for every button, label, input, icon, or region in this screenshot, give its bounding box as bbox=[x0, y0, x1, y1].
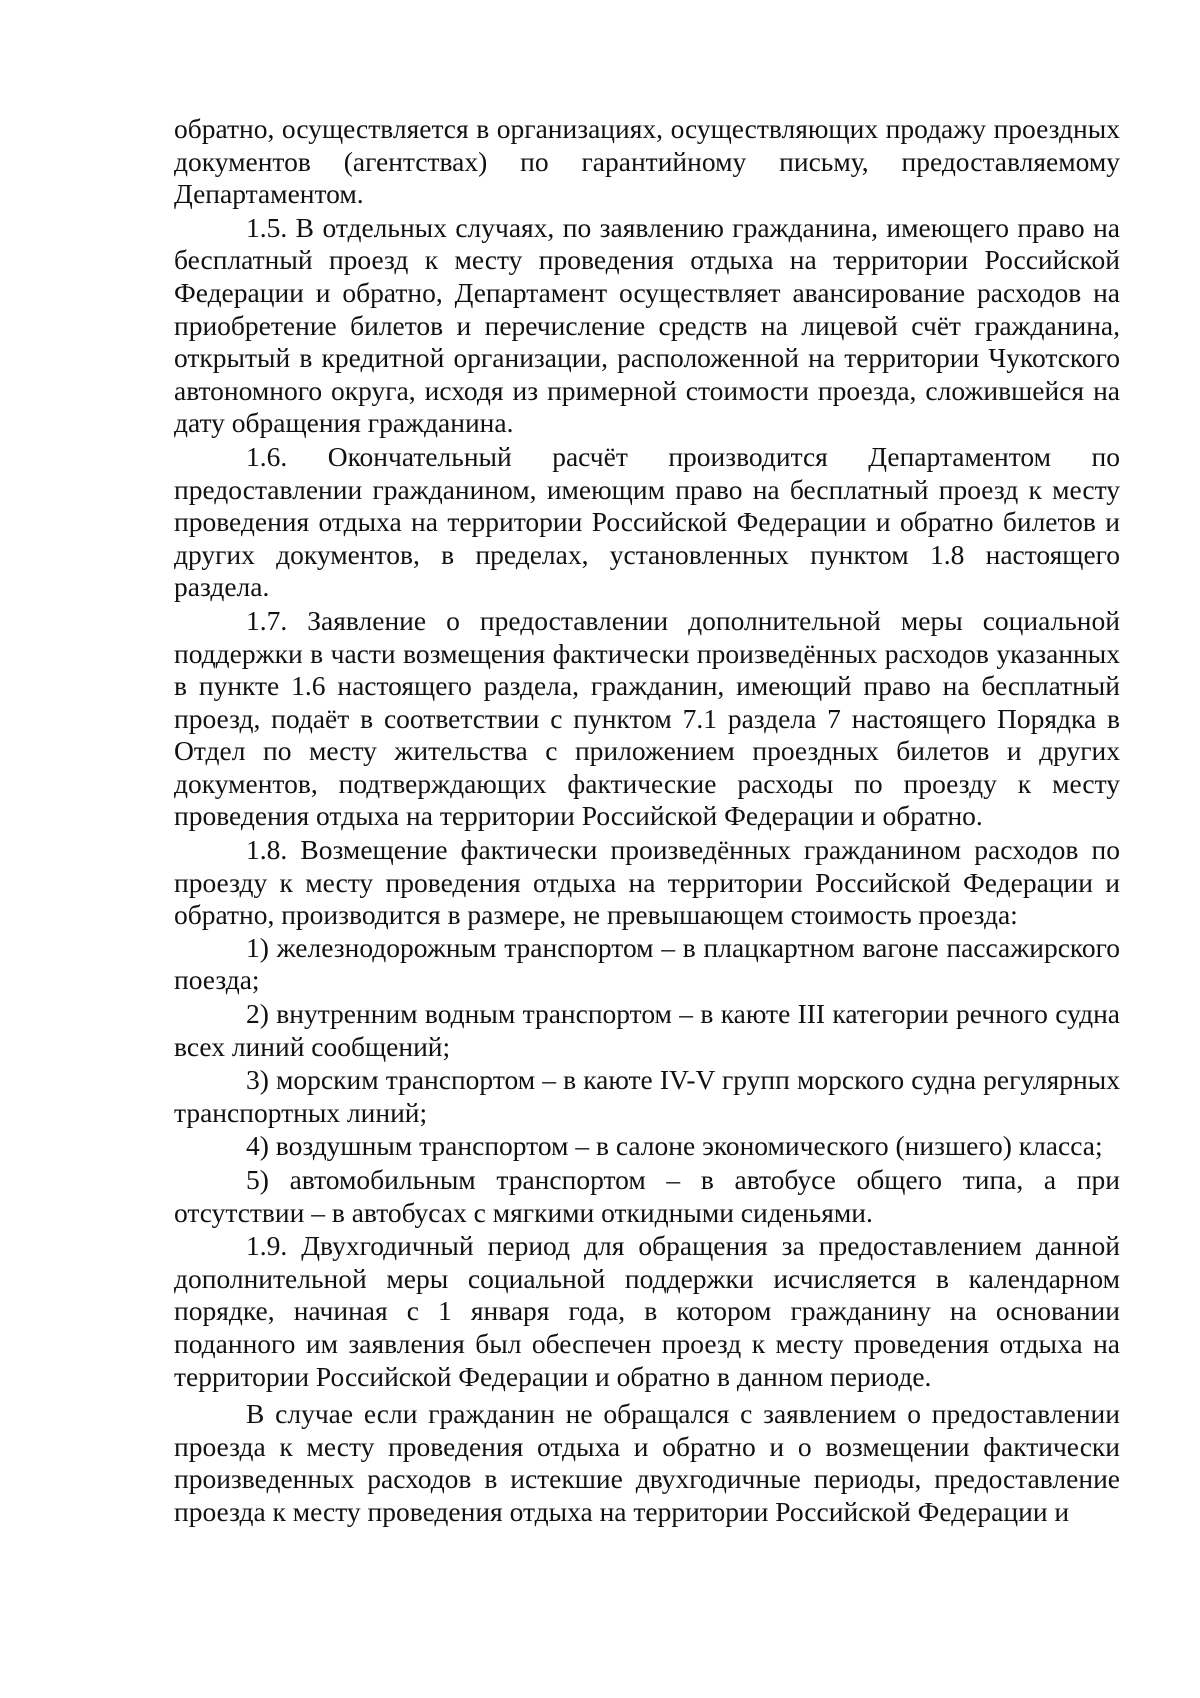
paragraph-1-8: 1.8. Возмещение фактически произведённых гражданином расходов по проезду к месту проведения отдыха на территории Российской Федерации и обратно, производится в размере, не превышающем стоимость проезда: bbox=[174, 834, 1120, 931]
list-item-air: 4) воздушным транспортом – в салоне экономического (низшего) класса; bbox=[246, 1130, 1103, 1162]
list-item-road: 5) автомобильным транспортом – в автобусе общего типа, а при отсутствии – в автобусах с мягкими откидными сиденьями. bbox=[174, 1164, 1120, 1228]
paragraph-1-6: 1.6. Окончательный расчёт производится Департаментом по предоставлении гражданином, имеющим право на бесплатный проезд к месту проведения отдыха на территории Российской Федерации и обратно билетов и других документов, в пределах, установленных пунктом 1.8 настоящего раздела. bbox=[174, 440, 1120, 603]
paragraph-1-7: 1.7. Заявление о предоставлении дополнительной меры социальной поддержки в части возмещения фактически произведённых расходов указанных в пункте 1.6 настоящего раздела, гражданин, имеющий право на бесплатный проезд, подаёт в соответствии с пунктом 7.1 раздела 7 настоящего Порядка в Отдел по месту жительства с приложением проездных билетов и других документов, подтверждающих фактические расходы по проезду к месту проведения отдыха на территории Российской Федерации и обратно. bbox=[174, 604, 1120, 832]
list-item-rail: 1) железнодорожным транспортом – в плацкартном вагоне пассажирского поезда; bbox=[174, 931, 1120, 996]
paragraph-1-9: 1.9. Двухгодичный период для обращения за предоставлением данной дополнительной меры социальной поддержки исчисляется в календарном порядке, начиная с 1 января года, в котором гражданину на основании поданного им заявления был обеспечен проезд к месту проведения отдыха на территории Российской Федерации и обратно в данном периоде. bbox=[174, 1230, 1120, 1392]
paragraph-continuation: обратно, осуществляется в организациях, осуществляющих продажу проездных документов (агентствах) по гарантийному письму, предоставляемому Департаментом. bbox=[174, 113, 1120, 210]
document-body bbox=[174, 113, 1120, 1529]
paragraph-1-5: 1.5. В отдельных случаях, по заявлению гражданина, имеющего право на бесплатный проезд к месту проведения отдыха на территории Российской Федерации и обратно, Департамент осуществляет авансирование расходов на приобретение билетов и перечисление средств на лицевой счёт гражданина, открытый в кредитной организации, расположенной на территории Чукотского автономного округа, исходя из примерной стоимости проезда, сложившейся на дату обращения гражданина. bbox=[174, 211, 1120, 439]
paragraph-if-not-applied: В случае если гражданин не обращался с заявлением о предоставлении проезда к месту проведения отдыха и обратно и о возмещении фактически произведенных расходов в истекшие двухгодичные периоды, предоставление проезда к месту проведения отдыха на территории Российской Федерации и bbox=[174, 1398, 1120, 1527]
list-item-sea: 3) морским транспортом – в каюте IV-V групп морского судна регулярных транспортных линий; bbox=[174, 1064, 1120, 1128]
list-item-river: 2) внутренним водным транспортом – в каюте III категории речного судна всех линий сообщений; bbox=[174, 998, 1120, 1062]
